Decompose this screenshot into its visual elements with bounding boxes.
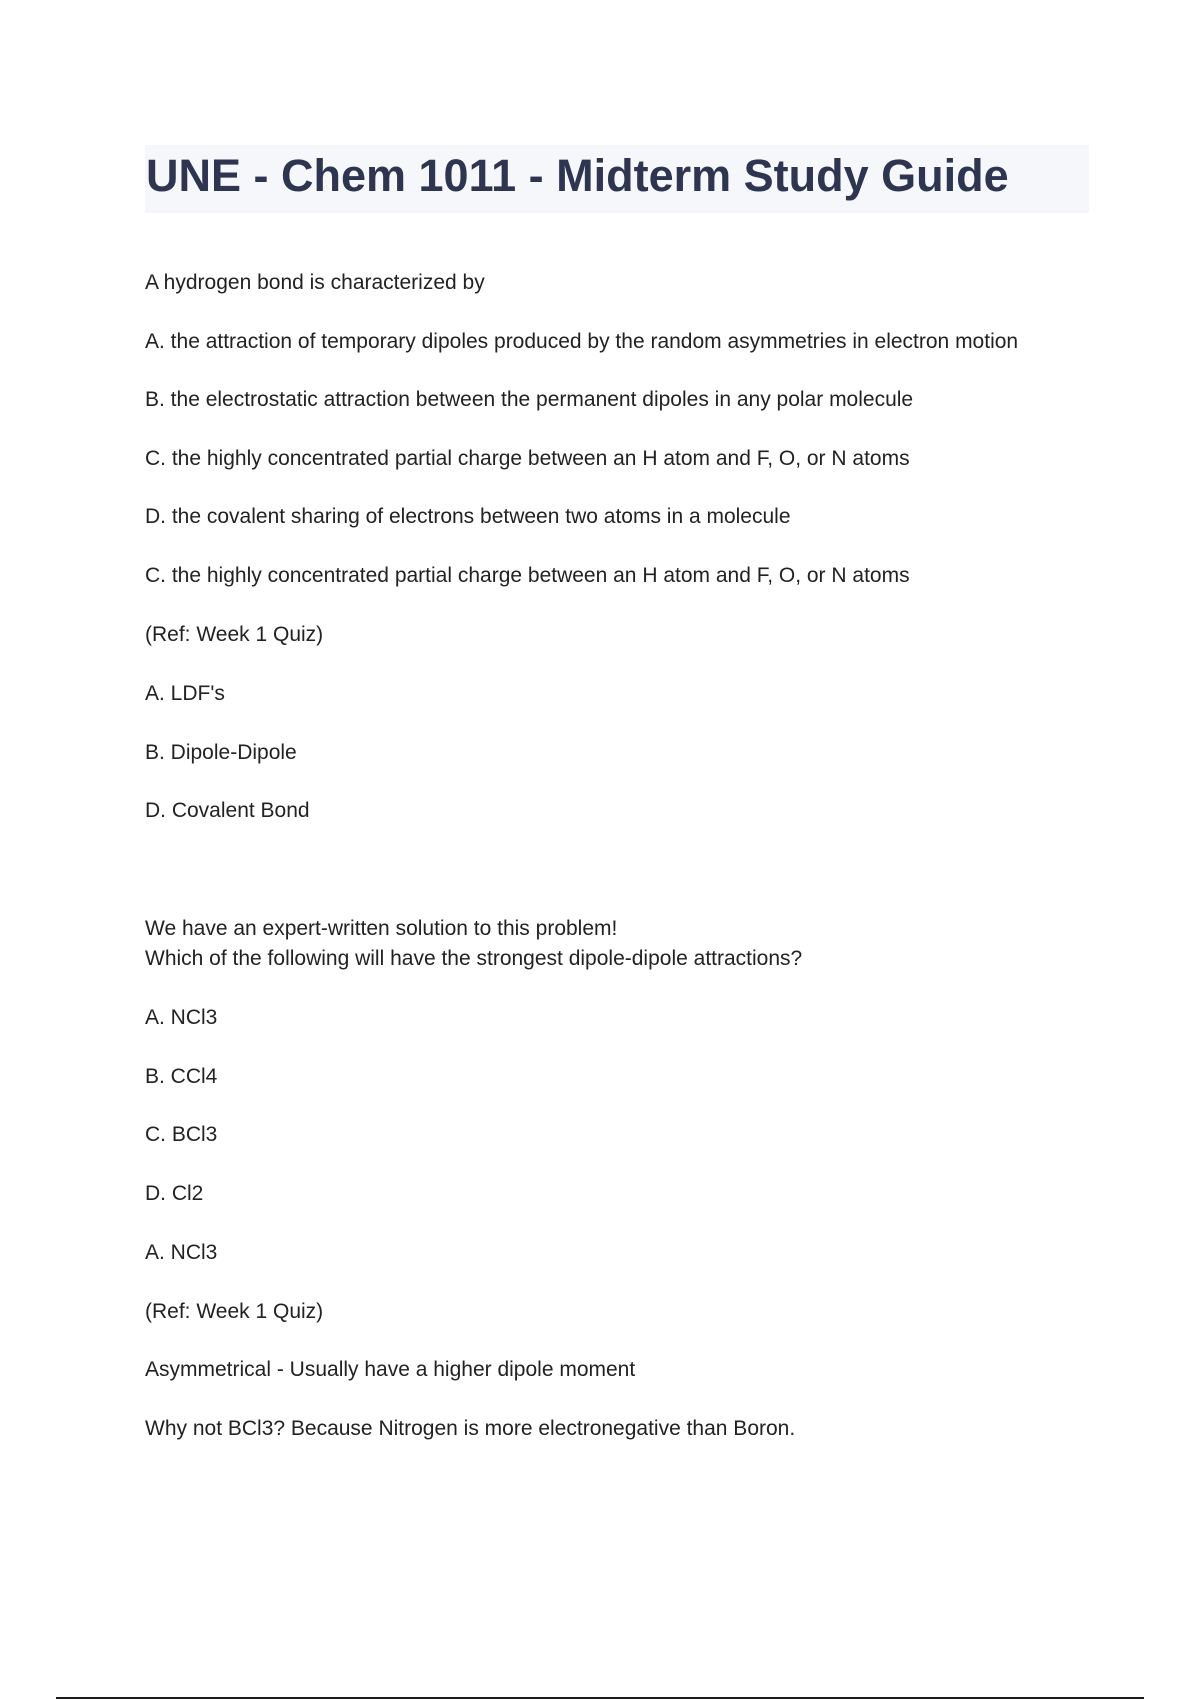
- question-2-option-c: C. BCl3: [145, 1123, 218, 1146]
- question-2-note: Why not BCl3? Because Nitrogen is more electronegative than Boron.: [145, 1417, 796, 1440]
- question-1-note: D. Covalent Bond: [145, 799, 310, 822]
- question-2-reference: (Ref: Week 1 Quiz): [145, 1300, 324, 1323]
- question-1-note: A. LDF's: [145, 682, 225, 705]
- question-1-option-a: A. the attraction of temporary dipoles produced by the random asymmetries in electron motion: [145, 330, 1019, 353]
- question-1-answer: C. the highly concentrated partial charge between an H atom and F, O, or N atoms: [145, 564, 910, 587]
- question-1-option-d: D. the covalent sharing of electrons between two atoms in a molecule: [145, 505, 791, 528]
- question-2-answer: A. NCl3: [145, 1241, 218, 1264]
- page-title: UNE - Chem 1011 - Midterm Study Guide: [146, 150, 1009, 201]
- question-1-reference: (Ref: Week 1 Quiz): [145, 623, 324, 646]
- expert-solution-banner: We have an expert-written solution to this problem!: [145, 917, 618, 940]
- question-1-option-b: B. the electrostatic attraction between the permanent dipoles in any polar molecule: [145, 388, 914, 411]
- question-2-prompt: Which of the following will have the strongest dipole-dipole attractions?: [145, 947, 803, 970]
- question-2-note: Asymmetrical - Usually have a higher dipole moment: [145, 1358, 636, 1381]
- question-2-option-b: B. CCl4: [145, 1065, 218, 1088]
- question-1-prompt: A hydrogen bond is characterized by: [145, 271, 485, 294]
- question-2-option-a: A. NCl3: [145, 1006, 218, 1029]
- question-1-option-c: C. the highly concentrated partial charge between an H atom and F, O, or N atoms: [145, 447, 910, 470]
- question-1-note: B. Dipole-Dipole: [145, 741, 297, 764]
- question-2-option-d: D. Cl2: [145, 1182, 204, 1205]
- page-bottom-divider: [56, 1697, 1144, 1699]
